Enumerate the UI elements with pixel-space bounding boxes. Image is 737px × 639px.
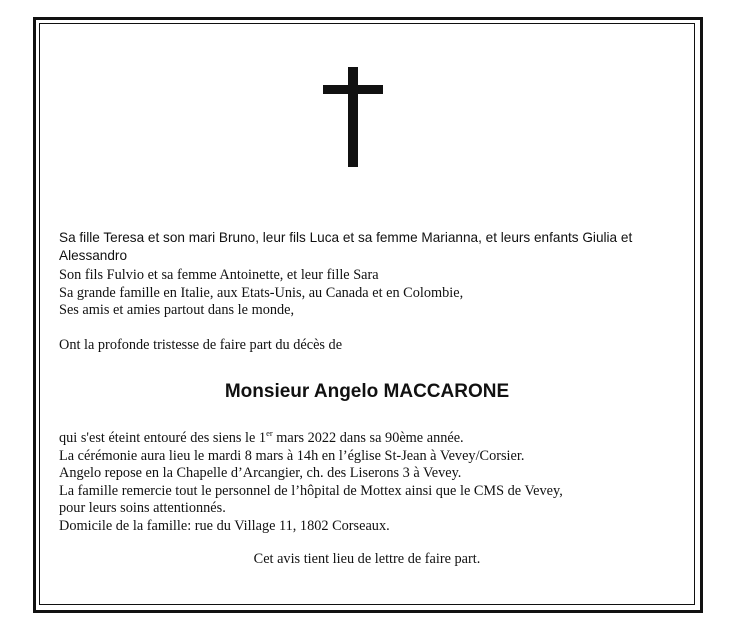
resting-place-line: Angelo repose en la Chapelle d’Arcangier, ch. des Liserons 3 à Vevey. (59, 465, 462, 481)
latin-cross-icon (323, 67, 383, 167)
family-line-son: Son fils Fulvio et sa femme Antoinette, et leur fille Sara (59, 267, 379, 283)
family-line-friends: Ses amis et amies partout dans le monde, (59, 302, 295, 318)
thanks-line: La famille remercie tout le personnel de l’hôpital de Mottex ainsi que le CMS de Vevey, (59, 482, 563, 499)
cross-horizontal-bar (323, 85, 383, 94)
family-line-extended: Sa grande famille en Italie, aux Etats-Unis, au Canada et en Colombie, (59, 284, 464, 301)
death-date-line (59, 430, 689, 448)
deceased-name: Monsieur Angelo MACCARONE (224, 381, 510, 402)
ordinal-superscript: er (266, 428, 273, 438)
closing-text: Cet avis tient lieu de lettre de faire part. (253, 551, 481, 567)
family-address-line: Domicile de la famille: rue du Village 11, 1802 Corseaux. (59, 517, 390, 534)
thanks-line-continued: pour leurs soins attentionnés. (59, 500, 226, 516)
family-intro-text: Sa fille Teresa et son mari Bruno, leur fils Luca et sa femme Marianna, et leurs enfants Giulia et Alessandro (59, 230, 633, 263)
death-date-prefix: qui s'est éteint entouré des siens le 1 (59, 430, 267, 446)
announcement-text (59, 337, 689, 355)
ceremony-line: La cérémonie aura lieu le mardi 8 mars à 14h en l’église St-Jean à Vevey/Corsier. (59, 447, 525, 464)
details-block (59, 430, 689, 535)
cross-vertical-bar (348, 67, 358, 167)
family-list (59, 267, 689, 320)
announcement-line: Ont la profonde tristesse de faire part du décès de (59, 337, 343, 353)
death-date-suffix: mars 2022 dans sa 90ème année. (272, 430, 464, 446)
